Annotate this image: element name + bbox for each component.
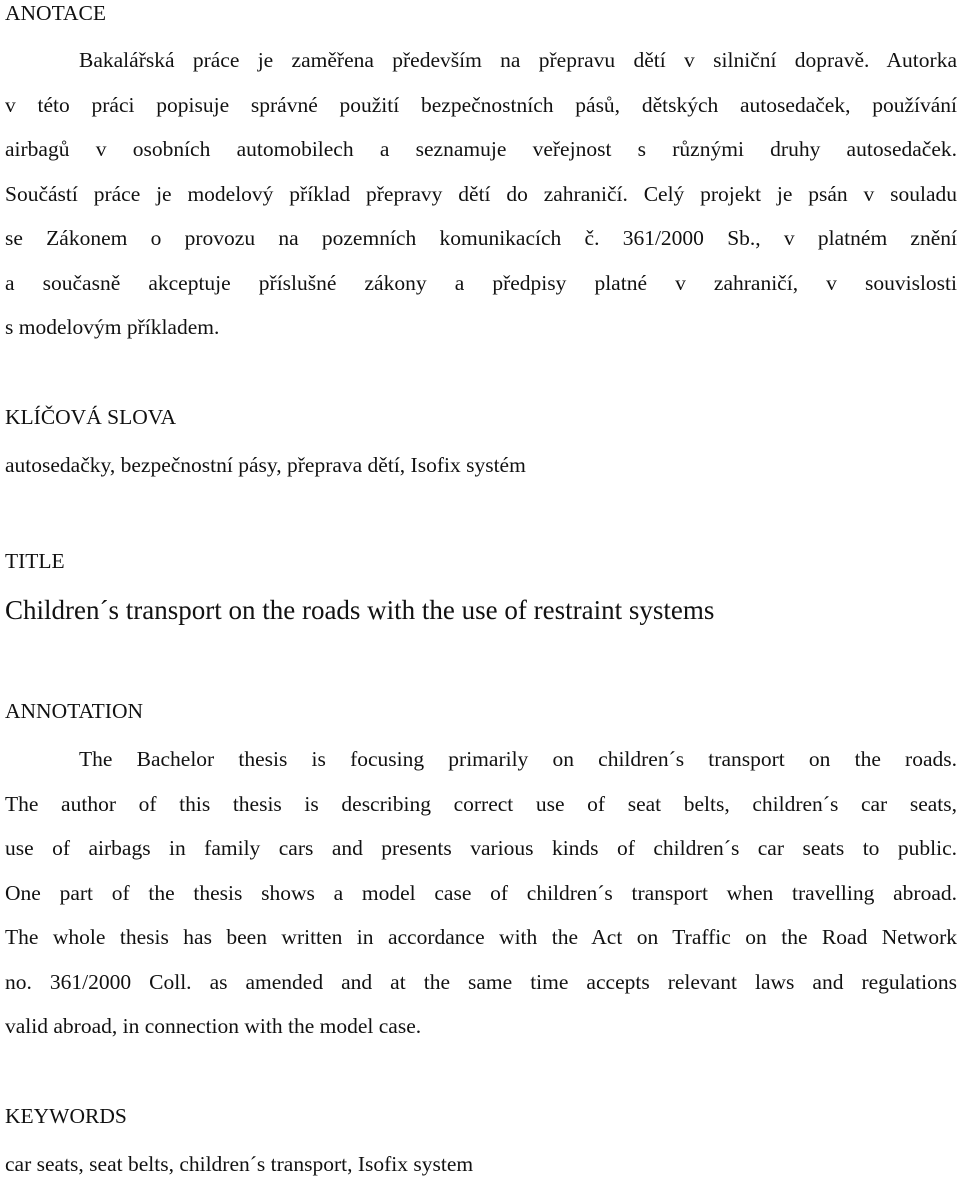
klicova-slova-text: autosedačky, bezpečnostní pásy, přeprava dětí, Isofix systém: [5, 453, 526, 477]
klicova-slova-heading: KLÍČOVÁ SLOVA: [5, 405, 177, 429]
anotace-line: Bakalářská práce je zaměřena především na přepravu dětí v silniční dopravě. Autorka: [79, 48, 957, 72]
annotation-heading: ANNOTATION: [5, 699, 144, 723]
annotation-paragraph: [5, 746, 957, 1058]
title-heading: TITLE: [5, 549, 65, 573]
annotation-line: no. 361/2000 Coll. as amended and at the same time accepts relevant laws and regulations: [5, 969, 957, 994]
keywords-text: car seats, seat belts, children´s transport, Isofix system: [5, 1152, 474, 1176]
annotation-line: valid abroad, in connection with the model case.: [5, 1014, 422, 1038]
keywords-heading: KEYWORDS: [5, 1104, 127, 1128]
anotace-line: Součástí práce je modelový příklad přepravy dětí do zahraničí. Celý projekt je psán v souladu: [5, 181, 957, 206]
anotace-line: se Zákonem o provozu na pozemních komunikacích č. 361/2000 Sb., v platném znění: [5, 226, 957, 250]
annotation-line: The author of this thesis is describing correct use of seat belts, children´s car seats,: [5, 791, 957, 816]
anotace-line: s modelovým příkladem.: [5, 315, 220, 339]
anotace-line: airbagů v osobních automobilech a seznamuje veřejnost s různými druhy autosedaček.: [5, 137, 957, 161]
anotace-line: a současně akceptuje příslušné zákony a předpisy platné v zahraničí, v souvislosti: [5, 270, 957, 295]
annotation-line: The Bachelor thesis is focusing primarily on children´s transport on the roads.: [79, 747, 957, 771]
annotation-line: use of airbags in family cars and presents various kinds of children´s car seats to public.: [5, 836, 957, 860]
anotace-paragraph: [5, 47, 957, 359]
title-text: Children´s transport on the roads with the use of restraint systems: [5, 595, 715, 625]
anotace-line: v této práci popisuje správné použití bezpečnostních pásů, dětských autosedaček, používání: [5, 92, 957, 117]
anotace-heading: ANOTACE: [5, 1, 106, 25]
annotation-line: The whole thesis has been written in accordance with the Act on Traffic on the Road Network: [5, 925, 957, 949]
annotation-line: One part of the thesis shows a model case of children´s transport when travelling abroad.: [5, 880, 957, 905]
